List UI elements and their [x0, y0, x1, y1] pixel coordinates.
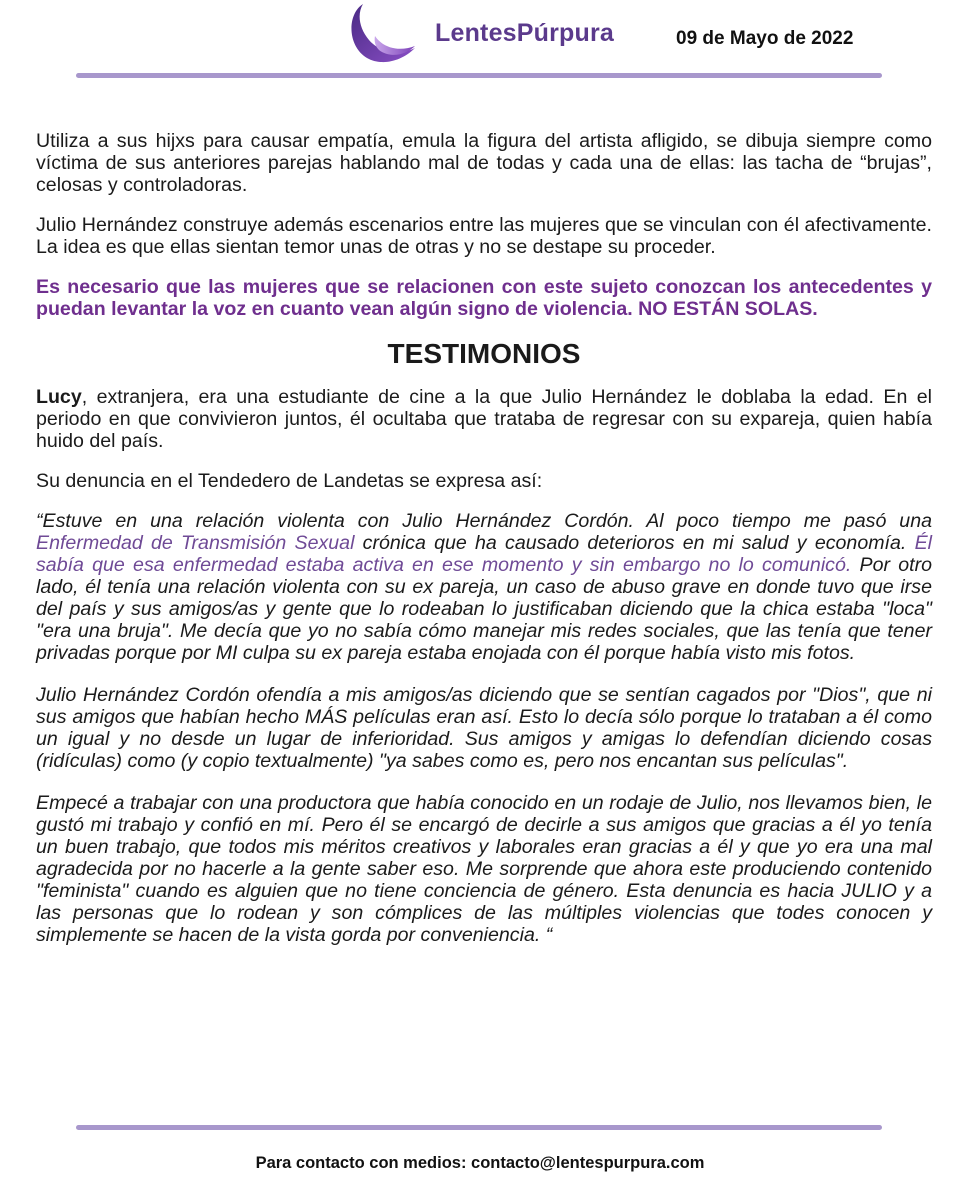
- brand-name: LentesPúrpura: [435, 18, 615, 47]
- quote-1-highlight-1: Enfermedad de Transmisión Sexual: [36, 532, 355, 554]
- quote-paragraph-1: [36, 510, 932, 664]
- article-body: [36, 130, 932, 946]
- quote-1-highlight-2: Él sabía que esa enfermedad estaba activa en ese momento y sin embargo no lo comunicó.: [36, 532, 933, 576]
- contact-footer: [0, 1154, 960, 1173]
- publication-date: 09 de Mayo de 2022: [676, 28, 854, 49]
- crescent-moon-logo-icon: [345, 2, 423, 64]
- contact-email-link[interactable]: contacto@lentespurpura.com: [471, 1154, 705, 1172]
- paragraph-1: Utiliza a sus hijxs para causar empatía, emula la figura del artista afligido, se dibuja siempre como víctima de sus anteriores parejas hablando mal de todas y cada una de ellas: las tacha de “brujas”, celosas y controladoras.: [36, 130, 932, 196]
- quote-paragraph-3: Empecé a trabajar con una productora que había conocido en un rodaje de Julio, nos llevamos bien, le gustó mi trabajo y confió en mí. Pero él se encargó de decirle a sus amigos que gracias a él yo tenía un buen trabajo, que todos mis méritos creativos y laborales eran gracias a él y que yo era una mal agradecida por no hacerle a la gente saber eso. Me sorprende que ahora este produciendo contenido "feminista" cuando es alguien que no tiene conciencia de género. Esta denuncia es hacia JULIO y a las personas que lo rodean y son cómplices de las múltiples violencias que todes conocen y simplemente se hacen de la vista gorda por conveniencia. “: [36, 792, 932, 946]
- top-divider: [76, 73, 882, 78]
- page-header: [0, 0, 960, 80]
- quote-paragraph-2: Julio Hernández Cordón ofendía a mis amigos/as diciendo que se sentían cagados por "Dios", que ni sus amigos que habían hecho MÁS películas eran así. Esto lo decía sólo porque lo trataban a él como un igual y no desde un lugar de inferioridad. Sus amigos y amigas lo defendían diciendo cosas (ridículas) como (y copio textualmente) "ya sabes como es, pero nos encantan sus películas".: [36, 684, 932, 772]
- contact-label: Para contacto con medios:: [255, 1154, 467, 1172]
- testimony-name: Lucy: [36, 386, 82, 408]
- paragraph-2: Julio Hernández construye además escenarios entre las mujeres que se vinculan con él afectivamente. La idea es que ellas sientan temor unas de otras y no se destape su proceder.: [36, 214, 932, 258]
- section-heading: TESTIMONIOS: [387, 338, 581, 369]
- brand-logo: [345, 2, 635, 64]
- testimony-intro: [36, 386, 932, 452]
- quote-1-part-c: Por otro lado, él tenía una relación violenta con su ex pareja, un caso de abuso grave en donde tuvo que irse del país y sus amigos/as y gente que lo rodeaban lo justificaban diciendo que la chica estaba "loca" "era una bruja". Me decía que yo no sabía cómo manejar mis redes sociales, que las tenía que tener privadas porque por MI culpa su ex pareja estaba enojada con él porque había visto mis fotos.: [36, 554, 932, 664]
- testimony-intro-text: , extranjera, era una estudiante de cine a la que Julio Hernández le doblaba la edad. En el periodo en que convivieron juntos, él ocultaba que trataba de regresar con su expareja, quien había huido del país.: [36, 386, 932, 452]
- quote-1-part-b: crónica que ha causado deterioros en mi salud y economía.: [354, 532, 915, 554]
- denuncia-lead: Su denuncia en el Tendedero de Landetas se expresa así:: [36, 470, 543, 492]
- quote-1-part-a: “Estuve en una relación violenta con Julio Hernández Cordón. Al poco tiempo me pasó una: [36, 510, 932, 532]
- bottom-divider: [76, 1125, 882, 1130]
- highlight-paragraph: Es necesario que las mujeres que se relacionen con este sujeto conozcan los antecedentes y puedan levantar la voz en cuanto vean algún signo de violencia. NO ESTÁN SOLAS.: [36, 276, 932, 320]
